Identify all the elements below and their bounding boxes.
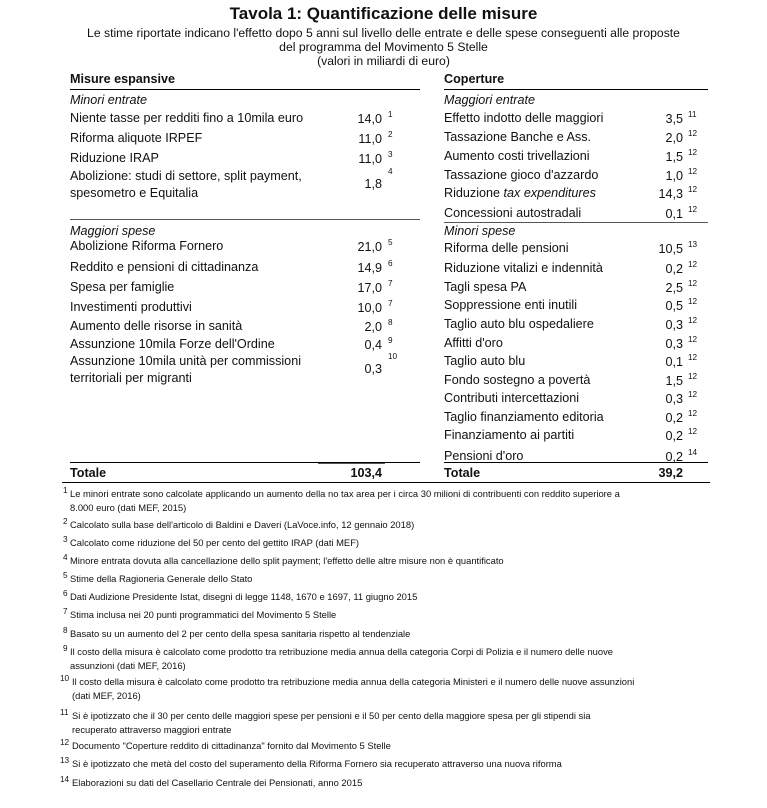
row-label-text: Effetto indotto delle maggiori: [444, 111, 604, 125]
footnote-ref: 3: [388, 150, 393, 159]
footnote-line: 8.000 euro (dati MEF, 2015): [70, 501, 187, 513]
row-label: [444, 148, 634, 165]
subtitle-line: Le stime riportate indicano l'effetto dopo 5 anni sul livello delle entrate e delle spese conseguenti alle proposte: [87, 26, 680, 40]
footnote-line: Si è ipotizzato che metà del costo del superamento della Riforma Fornero sia recuperato attraverso una nuova riforma: [72, 758, 562, 769]
footnote-ref: 1: [388, 110, 393, 119]
row-label-text: Taglio auto blu: [444, 354, 526, 368]
row-label-text: Tassazione gioco d'azzardo: [444, 168, 599, 182]
row-label: [444, 335, 634, 352]
row-label-line: Riduzione IRAP: [70, 151, 159, 165]
row-label: [444, 372, 634, 389]
footnote-ref: 11: [688, 110, 697, 119]
footnote-line: Calcolato sulla base dell'articolo di Baldini e Daveri (LaVoce.info, 12 gennaio 2018): [70, 519, 415, 530]
group-label: Maggiori entrate: [444, 93, 536, 107]
total-label: Totale: [70, 466, 107, 480]
group-label: Maggiori spese: [70, 224, 156, 238]
footnote-line: Il costo della misura è calcolato come prodotto tra retribuzione media annua della categoria Corpi di Polizia e il numero delle nuove: [70, 646, 614, 657]
footnote-line: Minore entrata dovuta alla cancellazione dello split payment; l'effetto delle altre misure non è quantificato: [70, 555, 504, 566]
group-divider: [70, 219, 420, 220]
row-value: 0,3: [364, 362, 382, 376]
subtitle-line: del programma del Movimento 5 Stelle: [279, 40, 488, 54]
footnote-number: 13: [60, 756, 70, 765]
row-label-text: Fondo sostegno a povertà: [444, 373, 591, 387]
footnote-number: 8: [63, 626, 68, 635]
footnote-line: Dati Audizione Presidente Istat, disegni di legge 1148, 1670 e 1697, 11 giugno 2015: [70, 591, 418, 602]
footnote-ref: 12: [688, 427, 698, 436]
footnote-text: [72, 675, 712, 702]
footnote-number: 6: [63, 589, 68, 598]
row-value: 0,3: [665, 392, 683, 406]
row-value: 1,5: [665, 374, 683, 388]
footnote-line: Elaborazioni su dati del Casellario Centrale dei Pensionati, anno 2015: [72, 777, 363, 788]
footnote-ref: 12: [688, 129, 698, 138]
row-value: 17,0: [357, 281, 382, 295]
left-column-header: Misure espansive: [70, 72, 175, 86]
footnote-ref: 9: [388, 336, 393, 345]
row-label: [444, 316, 634, 333]
row-value: 2,0: [364, 320, 382, 334]
footnote-text: [72, 739, 712, 753]
row-value: 10,5: [658, 242, 683, 256]
row-label-italic: tax expenditures: [503, 186, 596, 200]
footnote-ref: 12: [688, 167, 698, 176]
row-label-line: territoriali per migranti: [70, 371, 192, 385]
row-label-line: Spesa per famiglie: [70, 280, 175, 294]
row-value: 1,5: [665, 150, 683, 164]
footnote-number: 10: [60, 674, 70, 683]
row-value: 14,9: [357, 261, 382, 275]
footnote-ref: 12: [688, 335, 698, 344]
footnote-ref: 12: [688, 297, 698, 306]
row-value: 14,0: [357, 112, 382, 126]
footnote-ref: 10: [388, 352, 398, 361]
footnote-text: [70, 554, 710, 568]
footnote-ref: 12: [688, 185, 698, 194]
rule-line: [70, 89, 420, 90]
footnote-number: 3: [63, 535, 68, 544]
footnote-text: [72, 757, 712, 771]
footnote-ref: 2: [388, 130, 393, 139]
row-value: 0,2: [665, 262, 683, 276]
row-label-text: Affitti d'oro: [444, 336, 503, 350]
group-divider: [444, 222, 708, 223]
row-label: [444, 205, 634, 222]
total-rule: [318, 463, 385, 464]
row-value: 0,2: [665, 450, 683, 464]
footnote-ref: 12: [688, 390, 698, 399]
footnote-ref: 12: [688, 148, 698, 157]
footnote-line: Documento "Coperture reddito di cittadinanza" fornito dal Movimento 5 Stelle: [72, 740, 391, 751]
group-label: Minori entrate: [70, 93, 147, 107]
row-label: [444, 279, 634, 296]
footnote-ref: 5: [388, 238, 393, 247]
footnote-number: 11: [60, 708, 69, 717]
row-label: [444, 427, 634, 444]
row-label-text: Pensioni d'oro: [444, 449, 524, 463]
row-label-line: spesometro e Equitalia: [70, 186, 199, 200]
row-value: 2,5: [665, 281, 683, 295]
row-value: 21,0: [357, 240, 382, 254]
row-label-text: Tassazione Banche e Ass.: [444, 130, 592, 144]
footnote-line: assunzioni (dati MEF, 2016): [70, 659, 186, 671]
row-value: 1,8: [364, 177, 382, 191]
table-subtitle: [60, 26, 707, 68]
row-label-text: Taglio finanziamento editoria: [444, 410, 604, 424]
row-value: 11,0: [358, 132, 382, 146]
footnote-number: 2: [63, 517, 68, 526]
footnote-text: [70, 536, 710, 550]
footnote-ref: 7: [388, 299, 393, 308]
row-label-line: Niente tasse per redditi fino a 10mila euro: [70, 111, 304, 125]
footnote-line: Basato su un aumento del 2 per cento della spesa sanitaria rispetto al tendenziale: [70, 628, 411, 639]
row-label-line: Assunzione 10mila Forze dell'Ordine: [70, 337, 275, 351]
row-value: 3,5: [665, 112, 683, 126]
total-value: 39,2: [658, 466, 683, 480]
row-label-line: Aumento delle risorse in sanità: [70, 319, 243, 333]
row-label-text: Riduzione: [444, 186, 504, 200]
footnote-number: 1: [63, 486, 68, 495]
footnote-ref: 12: [688, 205, 698, 214]
group-label: Minori spese: [444, 224, 516, 238]
footnote-ref: 4: [388, 167, 393, 176]
row-label: [444, 185, 634, 202]
footnote-number: 12: [60, 738, 70, 747]
row-label-line: Investimenti produttivi: [70, 300, 192, 314]
row-label: [444, 297, 634, 314]
footnote-ref: 12: [688, 409, 698, 418]
row-value: 1,0: [665, 169, 683, 183]
row-value: 0,5: [665, 299, 683, 313]
footnote-ref: 7: [388, 279, 393, 288]
row-value: 11,0: [358, 152, 382, 166]
row-label-text: Riforma delle pensioni: [444, 241, 569, 255]
footnote-text: [70, 627, 710, 641]
footnote-ref: 8: [388, 318, 393, 327]
rule-line: [62, 482, 710, 483]
row-label-line: Reddito e pensioni di cittadinanza: [70, 260, 259, 274]
footnote-number: 9: [63, 644, 68, 653]
footnote-number: 7: [63, 607, 68, 616]
footnote-line: Stima inclusa nei 20 punti programmatici del Movimento 5 Stelle: [70, 609, 337, 620]
footnote-ref: 14: [688, 448, 698, 457]
row-label: [444, 129, 634, 146]
footnote-ref: 13: [688, 240, 698, 249]
row-value: 14,3: [658, 187, 683, 201]
footnote-text: [70, 645, 710, 672]
footnote-number: 4: [63, 553, 68, 562]
row-label-text: Riduzione vitalizi e indennità: [444, 261, 603, 275]
row-label-text: Taglio auto blu ospedaliere: [444, 317, 594, 331]
row-label: [444, 167, 634, 184]
row-value: 0,2: [665, 429, 683, 443]
footnote-text: [70, 590, 710, 604]
row-value: 0,1: [665, 207, 683, 221]
row-label: [444, 260, 634, 277]
footnote-number: 14: [60, 775, 70, 784]
footnote-ref: 12: [688, 353, 698, 362]
footnote-line: Le minori entrate sono calcolate applicando un aumento della no tax area per i circa 30 milioni di contribuenti con reddito superiore a: [70, 488, 620, 499]
footnote-line: Il costo della misura è calcolato come prodotto tra retribuzione media annua della categoria Ministeri e il numero delle nuove assunzioni: [72, 676, 635, 687]
footnote-ref: 12: [688, 316, 698, 325]
footnote-line: recuperato attraverso maggiori entrate: [72, 723, 232, 735]
row-label-line: Abolizione Riforma Fornero: [70, 239, 224, 253]
footnote-ref: 6: [388, 259, 393, 268]
row-label-text: Contributi intercettazioni: [444, 391, 580, 405]
footnote-line: Calcolato come riduzione del 50 per cento del gettito IRAP (dati MEF): [70, 537, 360, 548]
footnote-number: 5: [63, 571, 68, 580]
footnote-text: [72, 709, 712, 736]
footnote-text: [70, 608, 710, 622]
subtitle-line: (valori in miliardi di euro): [317, 54, 450, 68]
rule-line: [444, 462, 708, 463]
row-value: 2,0: [665, 131, 683, 145]
row-value: 0,3: [665, 337, 683, 351]
footnote-text: [70, 572, 710, 586]
total-value: 103,4: [350, 466, 382, 480]
footnote-ref: 12: [688, 372, 698, 381]
row-label: [444, 110, 634, 127]
rule-line: [444, 89, 708, 90]
row-label-text: Tagli spesa PA: [444, 280, 527, 294]
row-label-text: Finanziamento ai partiti: [444, 428, 575, 442]
row-label-text: Aumento costi trivellazioni: [444, 149, 590, 163]
row-label-text: Concessioni autostradali: [444, 206, 582, 220]
footnote-text: [70, 487, 710, 514]
row-value: 0,1: [665, 355, 683, 369]
row-value: 10,0: [357, 301, 382, 315]
footnote-text: [72, 776, 712, 790]
row-label-line: Abolizione: studi di settore, split payment,: [70, 169, 302, 183]
total-label: Totale: [444, 466, 481, 480]
row-value: 0,2: [665, 411, 683, 425]
footnote-text: [70, 518, 710, 532]
footnote-line: Si è ipotizzato che il 30 per cento delle maggiori spese per pensioni e il 50 per cento della maggiore spesa per gli stipendi sia: [72, 710, 591, 721]
row-label: [444, 409, 634, 426]
row-label-line: Assunzione 10mila unità per commissioni: [70, 354, 301, 368]
right-column-header: Coperture: [444, 72, 505, 86]
footnote-line: Stime della Ragioneria Generale dello Stato: [70, 573, 253, 584]
row-label-text: Soppressione enti inutili: [444, 298, 578, 312]
footnote-ref: 12: [688, 279, 698, 288]
footnote-ref: 12: [688, 260, 698, 269]
row-label-line: Riforma aliquote IRPEF: [70, 131, 203, 145]
row-label: [444, 390, 634, 407]
row-label: [444, 353, 634, 370]
row-value: 0,3: [665, 318, 683, 332]
table-title: Tavola 1: Quantificazione delle misure: [229, 4, 538, 23]
row-value: 0,4: [364, 338, 382, 352]
row-label: [444, 240, 634, 257]
footnote-line: (dati MEF, 2016): [72, 689, 141, 701]
